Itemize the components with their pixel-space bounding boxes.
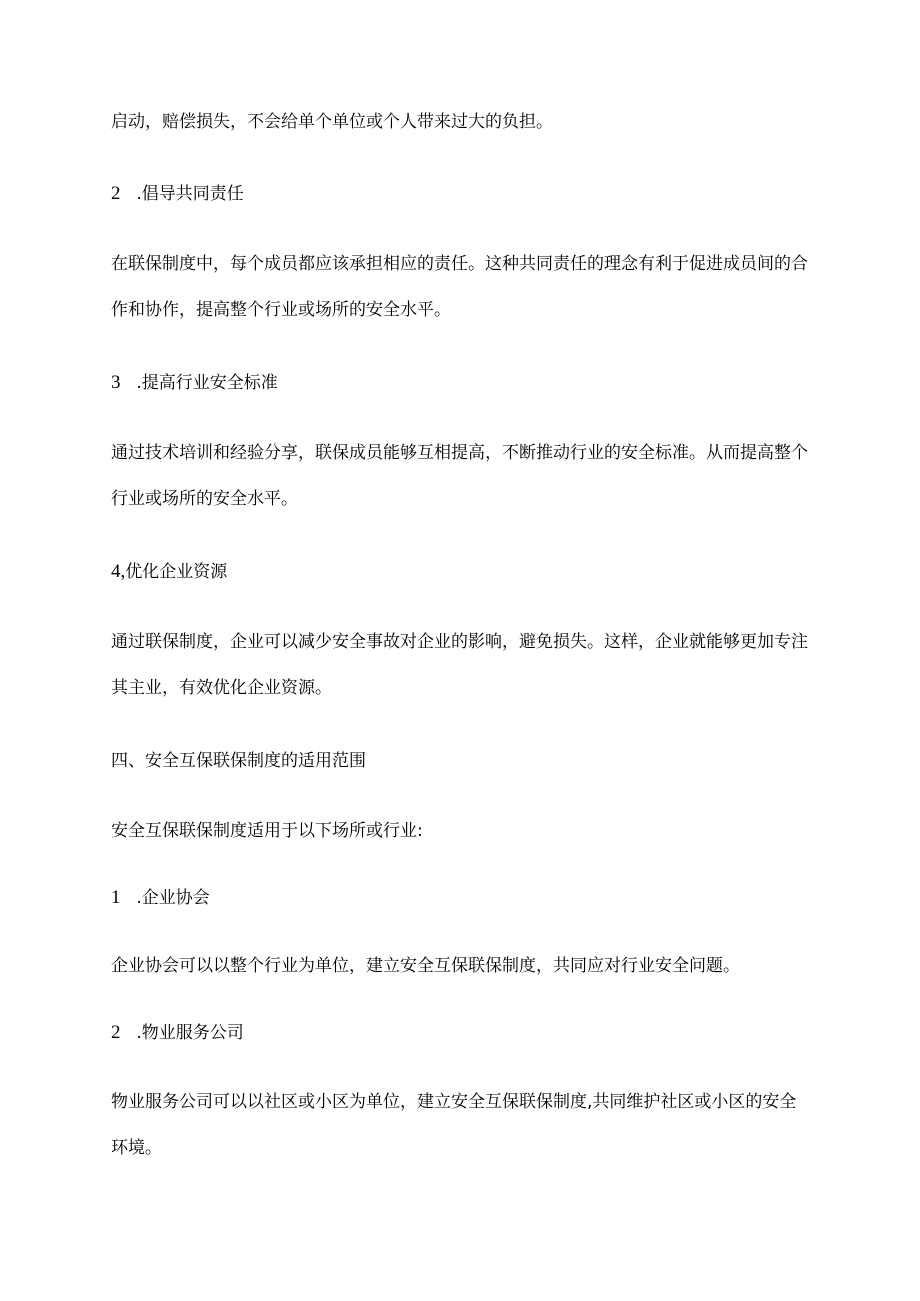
list-heading-text: .倡导共同责任 (136, 184, 244, 204)
list-heading-2 (111, 182, 811, 206)
paragraph-line: 在联保制度中，每个成员都应该承担相应的责任。这种共同责任的理念有利于促进成员间的合 (111, 254, 808, 274)
paragraph-line: 通过技术培训和经验分享，联保成员能够互相提高，不断推动行业的安全标准。从而提高整个 (111, 443, 808, 463)
list-number: 2 (111, 1022, 121, 1043)
paragraph-line: 安全互保联保制度适用于以下场所或行业: (111, 821, 423, 841)
list-heading-4 (111, 560, 811, 584)
list-heading-text: 优化企业资源 (125, 562, 228, 582)
paragraph-line: 作和协作，提高整个行业或场所的安全水平。 (111, 300, 451, 320)
list-number: 1 (111, 887, 121, 908)
paragraph-line: 行业或场所的安全水平。 (111, 489, 298, 509)
list-heading-3 (111, 371, 811, 395)
list-heading-2b (111, 1021, 811, 1045)
paragraph-line: 企业协会可以以整个行业为单位，建立安全互保联保制度，共同应对行业安全问题。 (111, 956, 740, 976)
paragraph-line: 通过联保制度，企业可以减少安全事故对企业的影响，避免损失。这样，企业就能够更加专注 (111, 632, 808, 652)
list-heading-text: .企业协会 (136, 888, 210, 908)
paragraph-line: 其主业，有效优化企业资源。 (111, 678, 332, 698)
list-number: 4, (111, 561, 126, 582)
list-number: 3 (111, 372, 121, 393)
list-heading-text: .物业服务公司 (136, 1023, 244, 1043)
list-heading-1 (111, 886, 811, 910)
paragraph-line: 启动，赔偿损失，不会给单个单位或个人带来过大的负担。 (111, 112, 553, 132)
paragraph-line: 物业服务公司可以以社区或小区为单位，建立安全互保联保制度,共同维护社区或小区的安全 (111, 1092, 797, 1112)
list-heading-text: .提高行业安全标准 (136, 373, 278, 393)
paragraph-line: 环境。 (111, 1138, 162, 1158)
section-title: 四、安全互保联保制度的适用范围 (111, 751, 366, 771)
list-number: 2 (111, 183, 121, 204)
